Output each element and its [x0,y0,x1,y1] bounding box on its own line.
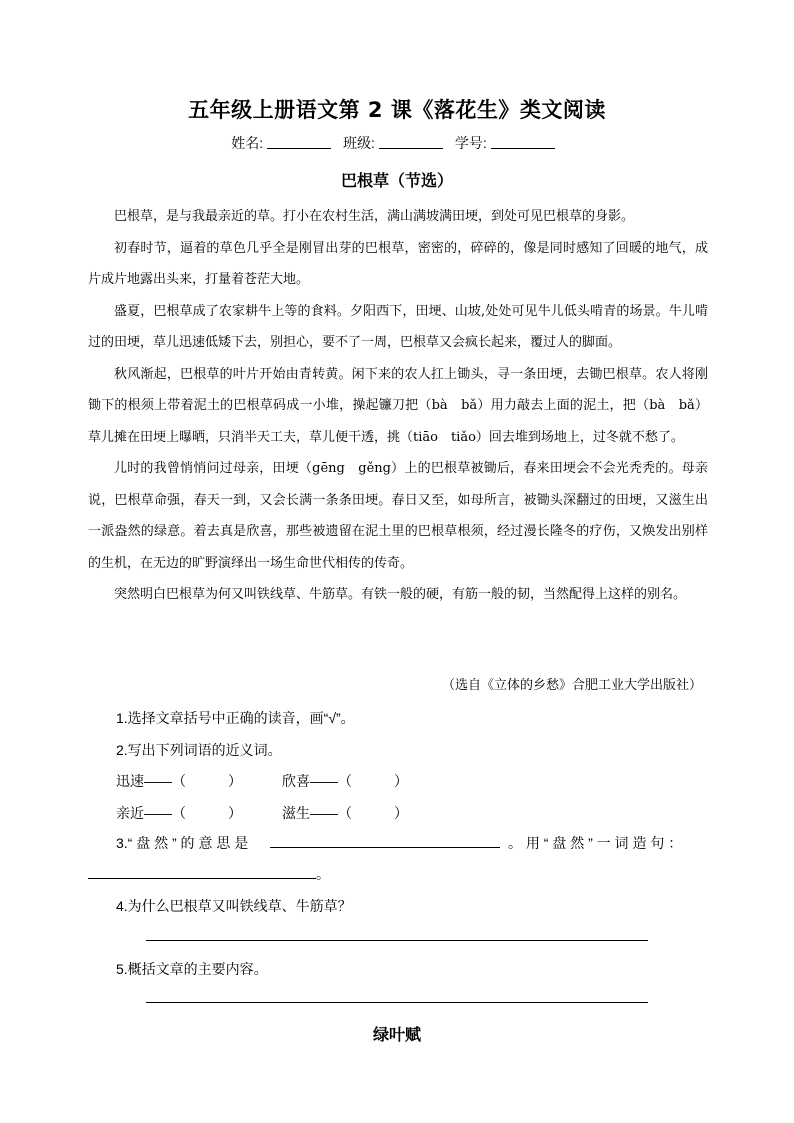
synonym-item[interactable]: 滋生——（ ） [282,805,408,821]
name-blank[interactable] [267,136,331,149]
paragraph: 儿时的我曾悄悄问过母亲，田埂（gēng gěng）上的巴根草被锄后，春来田埂会不会光秃秃的。母亲说，巴根草命强，春天一到，又会长满一条条田埂。春日又至，如母所言，被锄头深翻过的田埂，又滋生出一派盎然的绿意。着去真是欣喜，那些被遗留在泥土里的巴根草根须，经过漫长隆冬的疗伤，又焕发出别样的生机，在无边的旷野演绎出一场生命世代相传的传奇。 [88,461,708,571]
paragraph: 突然明白巴根草为何又叫铁线草、牛筋草。有铁一般的硬，有筋一般的韧，当然配得上这样的别名。 [114,587,687,602]
answer-line[interactable] [270,847,500,848]
article-title: 巴根草（节选） [340,171,453,190]
question-3-end: 。 [316,866,330,882]
number-label: 学号: [454,135,487,151]
question-1: 1.选择文章括号中正确的读音，画“√”。 [116,710,355,726]
synonym-item[interactable]: 亲近——（ ） [116,805,242,821]
answer-line[interactable] [146,1002,648,1003]
answer-line[interactable] [146,940,648,941]
paragraph: 初春时节，逼着的草色几乎全是刚冒出芽的巴根草，密密的，碎碎的，像是同时感知了回暖的地气，成片成片地露出头来，打量着苍茫大地。 [88,240,708,287]
question-5: 5.概括文章的主要内容。 [116,961,268,977]
question-3-part-a: 3.“ 盘 然 ” 的 意 思 是 [116,835,249,851]
answer-line[interactable] [88,878,316,879]
question-3-part-b: 。 用 “ 盘 然 ” 一 词 造 句 ： [508,835,683,851]
synonym-item[interactable]: 迅速——（ ） [116,773,242,789]
student-info-row [0,133,794,153]
number-blank[interactable] [491,136,555,149]
article-source: （选自《立体的乡愁》合肥工业大学出版社） [441,678,702,693]
class-label: 班级: [343,135,375,151]
question-2: 2.写出下列词语的近义词。 [116,742,282,758]
paragraph: 巴根草，是与我最亲近的草。打小在农村生活，满山满坡满田埂，到处可见巴根草的身影。 [114,209,635,224]
synonym-item[interactable]: 欣喜——（ ） [282,773,408,789]
paragraph: 盛夏，巴根草成了农家耕牛上等的食料。夕阳西下，田埂、山坡,处处可见牛儿低头啃青的场景。牛儿啃过的田埂，草儿迅速低矮下去，别担心，要不了一周，巴根草又会疯长起来，覆过人的脚面。 [88,303,708,350]
class-blank[interactable] [379,136,443,149]
worksheet-title: 五年级上册语文第 2 课《落花生》类文阅读 [188,98,606,122]
next-article-title: 绿叶赋 [372,1025,421,1044]
paragraph: 秋风渐起，巴根草的叶片开始由青转黄。闲下来的农人扛上锄头，寻一条田埂，去锄巴根草。农人将刚锄下的根须上带着泥土的巴根草码成一小堆，操起镰刀把（bà bǎ）用力敲去上面的泥土，把（bà bǎ）草儿摊在田埂上曝晒，只消半天工夫，草儿便干透，挑（tiāo tiǎo）回去堆到场地上，过冬就不愁了。 [88,366,708,445]
question-4: 4.为什么巴根草又叫铁线草、牛筋草？ [116,898,352,914]
article-body [88,201,708,611]
name-label: 姓名: [231,135,264,151]
